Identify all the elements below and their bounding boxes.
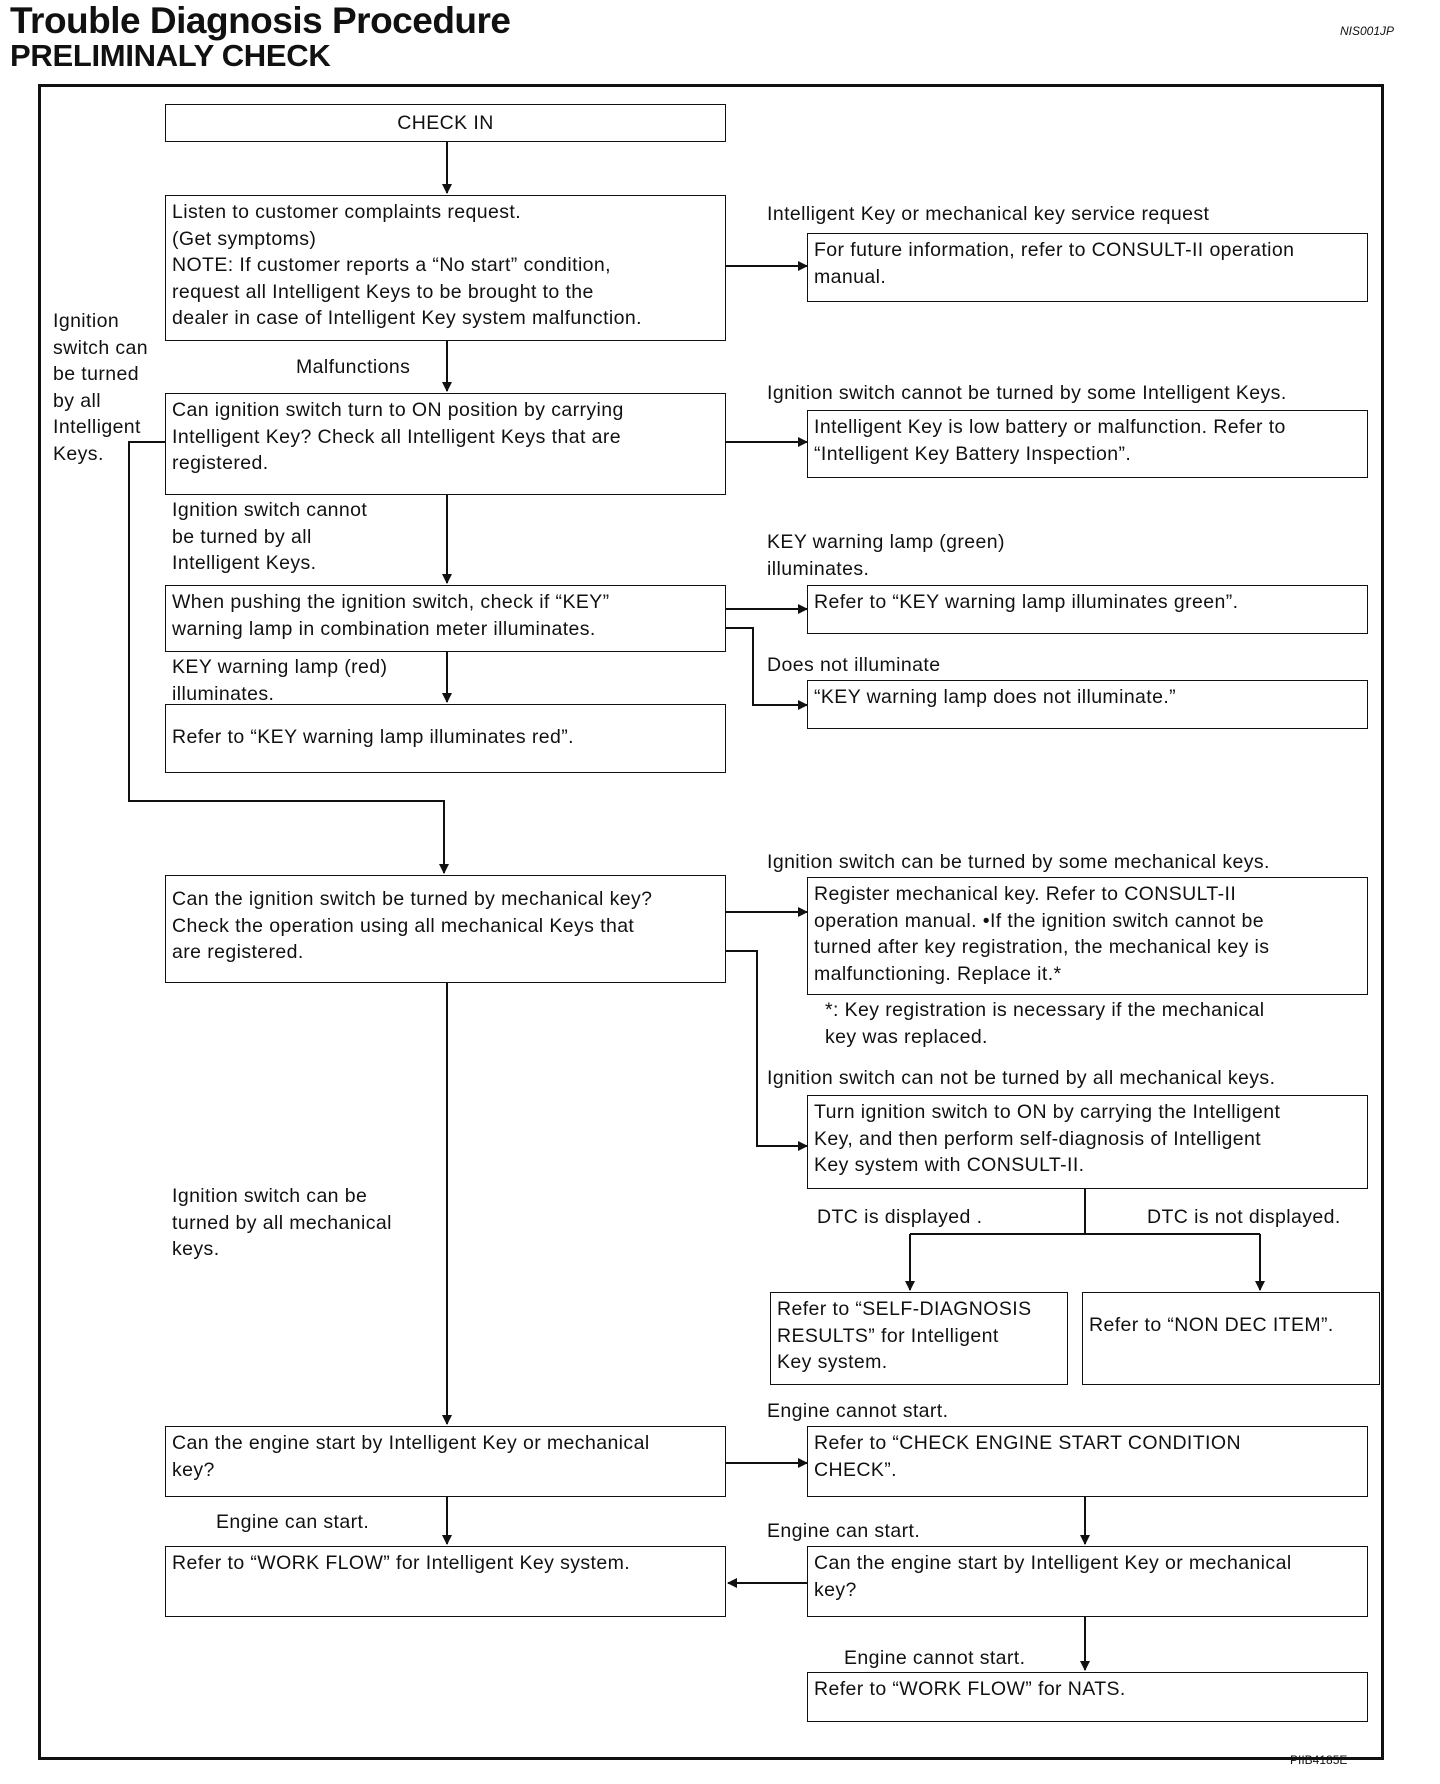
figure-id: PIIB4185E [1290,1753,1348,1767]
label-dtc-displayed: DTC is displayed . [817,1206,983,1228]
label-engine-can-start-2: Engine can start. [767,1520,921,1542]
self-diag-results-box: Refer to “SELF-DIAGNOSIS RESULTS” for Intelligent Key system. [770,1292,1068,1385]
label-not-all-mechanical: Ignition switch can not be turned by all mechanical keys. [767,1067,1276,1089]
register-mechanical-key-box: Register mechanical key. Refer to CONSULT-II operation manual. •If the ignition switch cannot be turned after key registration, the mechanical key is malfunctioning. Replace it.* [807,877,1368,995]
label-cannot-some-ik: Ignition switch cannot be turned by some Intelligent Keys. [767,382,1287,404]
arrow-mech-selfdiag [726,951,807,1146]
future-info-box: For future information, refer to CONSULT-II operation manual. [807,233,1368,302]
check-engine-start-box: Refer to “CHECK ENGINE START CONDITION CHECK”. [807,1426,1368,1497]
work-flow-ik-box: Refer to “WORK FLOW” for Intelligent Key system. [165,1546,726,1617]
label-key-green: KEY warning lamp (green) illuminates. [767,531,1005,580]
red-lamp-ref-box: Refer to “KEY warning lamp illuminates red”. [165,704,726,773]
push-ignition-box: When pushing the ignition switch, check if “KEY” warning lamp in combination meter illuminates. [165,585,726,652]
label-engine-can-start-1: Engine can start. [216,1511,370,1533]
listen-complaints-box: Listen to customer complaints request. (Get symptoms) NOTE: If customer reports a “No start” condition, request all Intelligent Keys to be brought to the dealer in case of Intelligent Key system malfunction. [165,195,726,341]
mechanical-key-question-box: Can the ignition switch be turned by mechanical key? Check the operation using all mechanical Keys that are registered. [165,875,726,983]
label-some-mechanical: Ignition switch can be turned by some mechanical keys. [767,851,1270,873]
green-lamp-ref-box: Refer to “KEY warning lamp illuminates green”. [807,585,1368,634]
label-engine-cannot-start-2: Engine cannot start. [844,1647,1026,1669]
label-key-registration-note: *: Key registration is necessary if the mechanical key was replaced. [825,999,1265,1048]
check-in-box: CHECK IN [165,104,726,142]
non-dec-item-box: Refer to “NON DEC ITEM”. [1082,1292,1380,1385]
label-service-request: Intelligent Key or mechanical key service request [767,203,1210,225]
label-all-mechanical: Ignition switch can be turned by all mechanical keys. [172,1185,392,1260]
work-flow-nats-box: Refer to “WORK FLOW” for NATS. [807,1672,1368,1722]
self-diagnosis-box: Turn ignition switch to ON by carrying the Intelligent Key, and then perform self-diagnosis of Intelligent Key system with CONSULT-II. [807,1095,1368,1189]
lamp-not-illuminate-box: “KEY warning lamp does not illuminate.” [807,680,1368,729]
label-malfunctions: Malfunctions [296,356,411,378]
page-subtitle: PRELIMINALY CHECK [10,38,331,73]
page-title: Trouble Diagnosis Procedure [10,0,511,41]
label-dtc-not-displayed: DTC is not displayed. [1147,1206,1341,1228]
label-cannot-all-ik: Ignition switch cannot be turned by all Intelligent Keys. [172,499,368,574]
low-battery-box: Intelligent Key is low battery or malfunction. Refer to “Intelligent Key Battery Inspection”. [807,410,1368,478]
label-engine-cannot-start-1: Engine cannot start. [767,1400,949,1422]
label-does-not-illuminate: Does not illuminate [767,654,941,676]
ignition-on-question-box: Can ignition switch turn to ON position by carrying Intelligent Key? Check all Intelligent Keys that are registered. [165,393,726,495]
engine-start-question-2-box: Can the engine start by Intelligent Key or mechanical key? [807,1546,1368,1617]
engine-start-question-box: Can the engine start by Intelligent Key or mechanical key? [165,1426,726,1497]
reference-code: NIS001JP [1340,24,1395,38]
label-key-red: KEY warning lamp (red) illuminates. [172,656,388,705]
label-ignition-can-all-ik: Ignition switch can be turned by all Intelligent Keys. [53,310,149,465]
